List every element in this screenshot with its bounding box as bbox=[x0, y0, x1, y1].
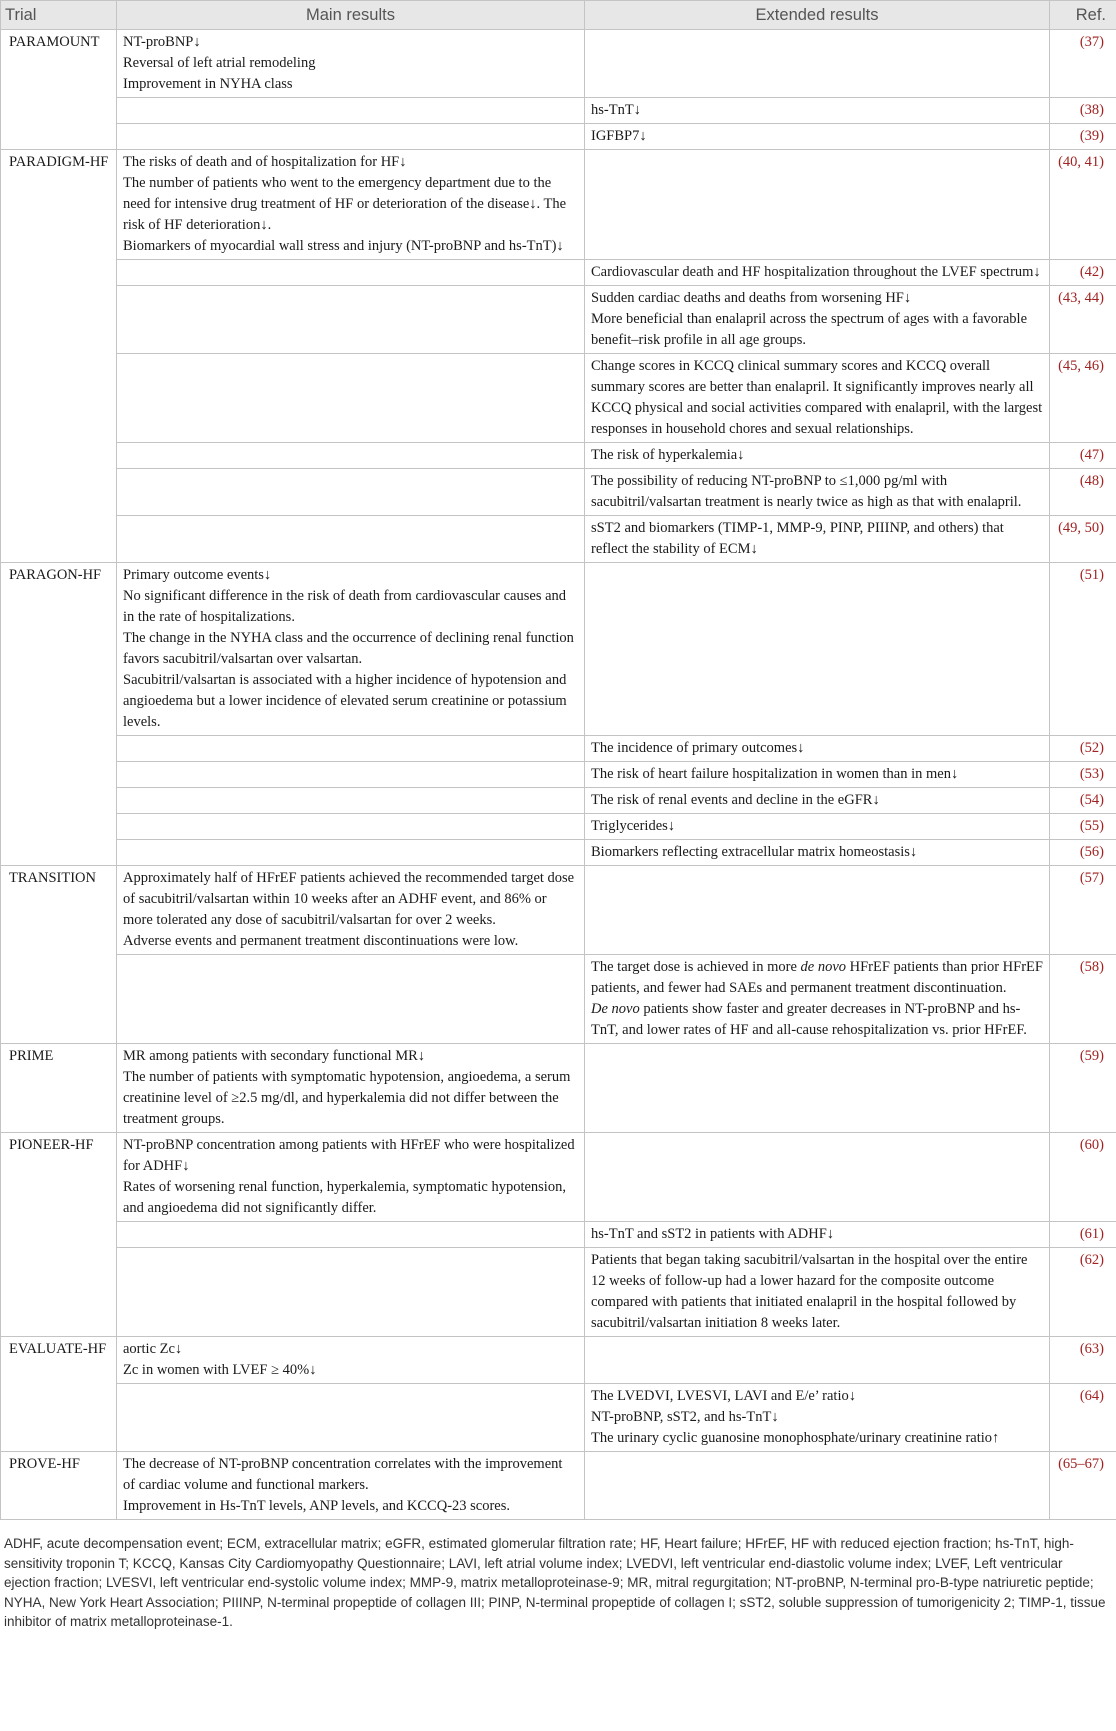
result-line: The LVEDVI, LVESVI, LAVI and E/e’ ratio↓ bbox=[591, 1388, 856, 1404]
result-line: Adverse events and permanent treatment discontinuations were low. bbox=[123, 933, 519, 949]
reference-cell: (59) bbox=[1050, 1044, 1116, 1133]
reference-cell: (38) bbox=[1050, 98, 1116, 124]
extended-results-cell bbox=[585, 469, 1050, 516]
reference-cell: (42) bbox=[1050, 260, 1116, 286]
result-line: NT-proBNP concentration among patients with HFrEF who were hospitalized for ADHF↓ bbox=[123, 1137, 575, 1174]
main-results-cell bbox=[117, 286, 585, 354]
trial-name: PROVE-HF bbox=[1, 1452, 117, 1520]
table-header-row bbox=[1, 1, 1116, 30]
result-line: MR among patients with secondary functional MR↓ bbox=[123, 1048, 426, 1064]
table-row bbox=[1, 866, 1116, 955]
table-row bbox=[1, 30, 1116, 98]
main-results-cell bbox=[117, 1044, 585, 1133]
extended-results-cell bbox=[585, 516, 1050, 563]
reference-cell: (40, 41) bbox=[1050, 150, 1116, 260]
header-ref: Ref. bbox=[1050, 1, 1116, 30]
reference-cell: (39) bbox=[1050, 124, 1116, 150]
reference-cell: (65–67) bbox=[1050, 1452, 1116, 1520]
result-line: The risks of death and of hospitalization for HF↓ bbox=[123, 154, 407, 170]
table-row bbox=[1, 1337, 1116, 1384]
reference-cell: (37) bbox=[1050, 30, 1116, 98]
result-line: The risk of renal events and decline in the eGFR↓ bbox=[591, 792, 880, 808]
header-main-results: Main results bbox=[117, 1, 585, 30]
extended-results-cell bbox=[585, 260, 1050, 286]
result-line: Primary outcome events↓ bbox=[123, 567, 272, 583]
result-line: The urinary cyclic guanosine monophosphate/urinary creatinine ratio↑ bbox=[591, 1430, 1000, 1446]
result-line: Biomarkers of myocardial wall stress and injury (NT-proBNP and hs-TnT)↓ bbox=[123, 238, 564, 254]
extended-results-cell bbox=[585, 736, 1050, 762]
main-results-cell bbox=[117, 1133, 585, 1222]
result-line: Improvement in Hs-TnT levels, ANP levels, and KCCQ-23 scores. bbox=[123, 1498, 511, 1514]
result-line: NT-proBNP↓ bbox=[123, 34, 201, 50]
main-results-cell bbox=[117, 1222, 585, 1248]
result-line: Reversal of left atrial remodeling bbox=[123, 55, 316, 71]
main-results-cell bbox=[117, 354, 585, 443]
extended-results-cell bbox=[585, 1337, 1050, 1384]
reference-cell: (55) bbox=[1050, 814, 1116, 840]
reference-cell: (53) bbox=[1050, 762, 1116, 788]
main-results-cell bbox=[117, 1452, 585, 1520]
table-row bbox=[1, 516, 1116, 563]
reference-cell: (58) bbox=[1050, 955, 1116, 1044]
extended-results-cell bbox=[585, 563, 1050, 736]
trial-name: TRANSITION bbox=[1, 866, 117, 1044]
main-results-cell bbox=[117, 124, 585, 150]
extended-results-cell bbox=[585, 840, 1050, 866]
result-line: No significant difference in the risk of death from cardiovascular causes and in the rate of hospitalizations. bbox=[123, 588, 567, 625]
main-results-cell bbox=[117, 443, 585, 469]
table-row bbox=[1, 563, 1116, 736]
reference-cell: (56) bbox=[1050, 840, 1116, 866]
result-line: The risk of hyperkalemia↓ bbox=[591, 447, 745, 463]
table-row bbox=[1, 354, 1116, 443]
result-line: More beneficial than enalapril across the spectrum of ages with a favorable benefit–risk profile in all age groups. bbox=[591, 311, 1028, 348]
extended-results-cell bbox=[585, 443, 1050, 469]
extended-results-cell bbox=[585, 1452, 1050, 1520]
main-results-cell bbox=[117, 563, 585, 736]
reference-cell: (62) bbox=[1050, 1248, 1116, 1337]
result-line: Triglycerides↓ bbox=[591, 818, 676, 834]
table-footnote: ADHF, acute decompensation event; ECM, extracellular matrix; eGFR, estimated glomerular filtration rate; HF, Heart failure; HFrEF, HF with reduced ejection fraction; hs-TnT, high-sensitivity troponin T; KCCQ, Kansas City Cardiomyopathy Questionnaire; LAVI, left atrial volume index; LVEDVI, left ventricular end-diastolic volume index; LVEF, Left ventricular ejection fraction; LVESVI, left ventricular end-systolic volume index; MMP-9, matrix metalloproteinase-9; MR, mitral regurgitation; NT-proBNP, N-terminal pro-B-type natriuretic peptide; NYHA, New York Heart Association; PIIINP, N-terminal propeptide of collagen III; PINP, N-terminal propeptide of collagen I; sST2, soluble suppression of tumorigenicity 2; TIMP-1, tissue inhibitor of matrix metalloproteinase-1. bbox=[4, 1536, 1106, 1629]
result-line: Sacubitril/valsartan is associated with a higher incidence of hypotension and angioedema but a lower incidence of elevated serum creatinine or potassium levels. bbox=[123, 672, 567, 730]
table-row bbox=[1, 124, 1116, 150]
table-row bbox=[1, 1222, 1116, 1248]
table-row bbox=[1, 955, 1116, 1044]
table-row bbox=[1, 1248, 1116, 1337]
extended-results-cell bbox=[585, 30, 1050, 98]
reference-cell: (49, 50) bbox=[1050, 516, 1116, 563]
reference-cell: (45, 46) bbox=[1050, 354, 1116, 443]
table-row bbox=[1, 788, 1116, 814]
reference-cell: (60) bbox=[1050, 1133, 1116, 1222]
result-line: Zc in women with LVEF ≥ 40%↓ bbox=[123, 1362, 317, 1378]
reference-cell: (63) bbox=[1050, 1337, 1116, 1384]
extended-results-cell bbox=[585, 1222, 1050, 1248]
table-row bbox=[1, 814, 1116, 840]
table-row bbox=[1, 1044, 1116, 1133]
extended-results-cell bbox=[585, 124, 1050, 150]
reference-cell: (64) bbox=[1050, 1384, 1116, 1452]
main-results-cell bbox=[117, 840, 585, 866]
trial-name: PARADIGM-HF bbox=[1, 150, 117, 563]
extended-results-cell bbox=[585, 814, 1050, 840]
result-line: Patients that began taking sacubitril/valsartan in the hospital over the entire 12 weeks of follow-up had a lower hazard for the composite outcome compared with patients that initiated enalapril in the hospital followed by sacubitril/valsartan initiation 8 weeks later. bbox=[591, 1252, 1028, 1331]
result-line: Biomarkers reflecting extracellular matrix homeostasis↓ bbox=[591, 844, 918, 860]
extended-results-cell bbox=[585, 354, 1050, 443]
extended-results-cell bbox=[585, 762, 1050, 788]
result-line: aortic Zc↓ bbox=[123, 1341, 183, 1357]
main-results-cell bbox=[117, 150, 585, 260]
reference-cell: (48) bbox=[1050, 469, 1116, 516]
result-line: The change in the NYHA class and the occurrence of declining renal function favors sacubitril/valsartan over valsartan. bbox=[123, 630, 574, 667]
reference-cell: (57) bbox=[1050, 866, 1116, 955]
main-results-cell bbox=[117, 516, 585, 563]
table-body bbox=[1, 30, 1116, 1520]
result-line: Sudden cardiac deaths and deaths from worsening HF↓ bbox=[591, 290, 912, 306]
reference-cell: (61) bbox=[1050, 1222, 1116, 1248]
main-results-cell bbox=[117, 866, 585, 955]
result-line: sST2 and biomarkers (TIMP-1, MMP-9, PINP, PIIINP, and others) that reflect the stability of ECM↓ bbox=[591, 520, 1004, 557]
table-row bbox=[1, 150, 1116, 260]
main-results-cell bbox=[117, 98, 585, 124]
result-line: hs-TnT↓ bbox=[591, 102, 641, 118]
result-line: The risk of heart failure hospitalization in women than in men↓ bbox=[591, 766, 959, 782]
result-line: hs-TnT and sST2 in patients with ADHF↓ bbox=[591, 1226, 835, 1242]
result-line: IGFBP7↓ bbox=[591, 128, 647, 144]
table-row bbox=[1, 840, 1116, 866]
table-row bbox=[1, 443, 1116, 469]
result-line: The incidence of primary outcomes↓ bbox=[591, 740, 805, 756]
extended-results-cell bbox=[585, 286, 1050, 354]
header-extended-results: Extended results bbox=[585, 1, 1050, 30]
table-row bbox=[1, 469, 1116, 516]
main-results-cell bbox=[117, 955, 585, 1044]
extended-results-cell bbox=[585, 788, 1050, 814]
extended-results-cell bbox=[585, 98, 1050, 124]
result-line: The number of patients who went to the emergency department due to the need for intensive drug treatment of HF or deterioration of the disease↓. The risk of HF deterioration↓. bbox=[123, 175, 567, 233]
reference-cell: (51) bbox=[1050, 563, 1116, 736]
header-trial: Trial bbox=[1, 1, 117, 30]
extended-results-cell bbox=[585, 1384, 1050, 1452]
result-line: The possibility of reducing NT-proBNP to ≤1,000 pg/ml with sacubitril/valsartan treatment is nearly twice as high as that with enalapril. bbox=[591, 473, 1022, 510]
result-line: De novo patients show faster and greater decreases in NT-proBNP and hs-TnT, and lower rates of HF and all-cause rehospitalization vs. prior HFrEF. bbox=[591, 1001, 1027, 1038]
extended-results-cell bbox=[585, 866, 1050, 955]
table-row bbox=[1, 762, 1116, 788]
main-results-cell bbox=[117, 1384, 585, 1452]
result-line: The number of patients with symptomatic hypotension, angioedema, a serum creatinine level of ≥2.5 mg/dl, and hyperkalemia did not differ between the treatment groups. bbox=[123, 1069, 571, 1127]
reference-cell: (52) bbox=[1050, 736, 1116, 762]
trial-name: PRIME bbox=[1, 1044, 117, 1133]
trial-name: PARAMOUNT bbox=[1, 30, 117, 150]
result-line: Approximately half of HFrEF patients achieved the recommended target dose of sacubitril/valsartan within 10 weeks after an ADHF event, and 86% or more tolerated any dose of sacubitril/valsartan for over 2 weeks. bbox=[123, 870, 575, 928]
main-results-cell bbox=[117, 260, 585, 286]
table-row bbox=[1, 98, 1116, 124]
result-line: Cardiovascular death and HF hospitalization throughout the LVEF spectrum↓ bbox=[591, 264, 1041, 280]
main-results-cell bbox=[117, 469, 585, 516]
result-line: The target dose is achieved in more de novo HFrEF patients than prior HFrEF patients, and fewer had SAEs and permanent treatment discontinuation. bbox=[591, 959, 1043, 996]
reference-cell: (43, 44) bbox=[1050, 286, 1116, 354]
result-line: Rates of worsening renal function, hyperkalemia, symptomatic hypotension, and angioedema did not significantly differ. bbox=[123, 1179, 566, 1216]
result-line: The decrease of NT-proBNP concentration correlates with the improvement of cardiac volume and functional markers. bbox=[123, 1456, 563, 1493]
main-results-cell bbox=[117, 1248, 585, 1337]
result-line: NT-proBNP, sST2, and hs-TnT↓ bbox=[591, 1409, 779, 1425]
main-results-cell bbox=[117, 788, 585, 814]
extended-results-cell bbox=[585, 1248, 1050, 1337]
extended-results-cell bbox=[585, 150, 1050, 260]
extended-results-cell bbox=[585, 1133, 1050, 1222]
main-results-cell bbox=[117, 814, 585, 840]
extended-results-cell bbox=[585, 955, 1050, 1044]
reference-cell: (47) bbox=[1050, 443, 1116, 469]
trial-name: EVALUATE-HF bbox=[1, 1337, 117, 1452]
table-row bbox=[1, 1452, 1116, 1520]
main-results-cell bbox=[117, 30, 585, 98]
reference-cell: (54) bbox=[1050, 788, 1116, 814]
table-row bbox=[1, 1133, 1116, 1222]
main-results-cell bbox=[117, 736, 585, 762]
result-line: Change scores in KCCQ clinical summary scores and KCCQ overall summary scores are better than enalapril. It significantly improves nearly all KCCQ physical and social activities compared with enalapril, with the largest responses in household chores and sexual relationships. bbox=[591, 358, 1043, 437]
table-row bbox=[1, 286, 1116, 354]
trial-name: PARAGON-HF bbox=[1, 563, 117, 866]
result-line: Improvement in NYHA class bbox=[123, 76, 293, 92]
main-results-cell bbox=[117, 762, 585, 788]
extended-results-cell bbox=[585, 1044, 1050, 1133]
table-row bbox=[1, 260, 1116, 286]
table-row bbox=[1, 1384, 1116, 1452]
table-row bbox=[1, 736, 1116, 762]
main-results-cell bbox=[117, 1337, 585, 1384]
trial-name: PIONEER-HF bbox=[1, 1133, 117, 1337]
